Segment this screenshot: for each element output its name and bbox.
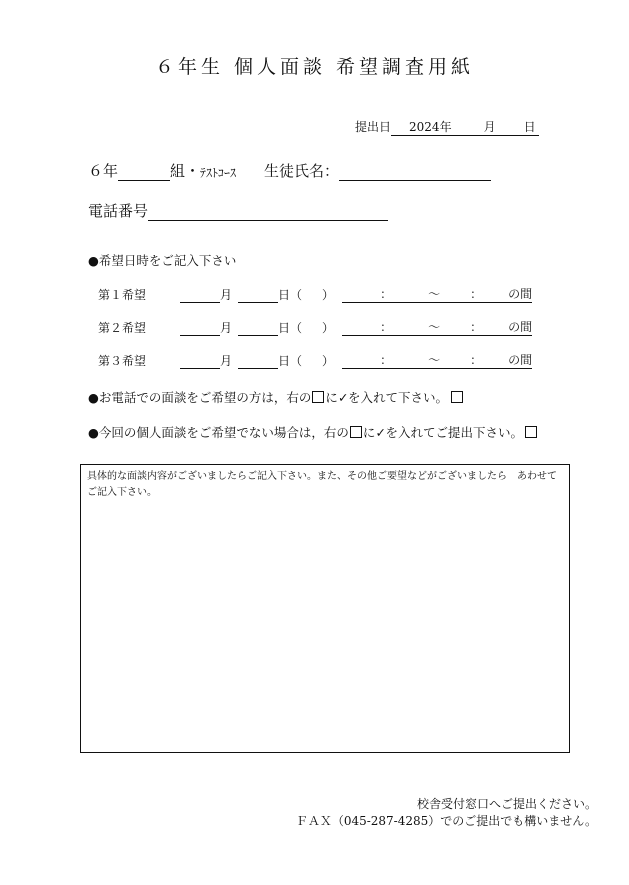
preferred-row-2: 第２希望 月 日 （ ） ： ～ ： の間 bbox=[98, 320, 533, 335]
preferred-label: 第３希望 bbox=[98, 354, 147, 368]
between-label: の間 bbox=[508, 320, 533, 334]
submit-date-field[interactable]: 2024年 月 日 bbox=[391, 118, 539, 136]
square-icon bbox=[350, 426, 362, 438]
checkmark-icon: ✓ bbox=[375, 425, 386, 440]
phone-row bbox=[88, 200, 388, 221]
square-icon bbox=[312, 391, 324, 403]
between-label: の間 bbox=[508, 353, 533, 367]
preferred-label: 第２希望 bbox=[98, 321, 147, 335]
student-name-label: 生徒氏名： bbox=[264, 162, 340, 180]
phone-label: 電話番号 bbox=[88, 202, 149, 220]
skip-interview-checkbox[interactable] bbox=[525, 426, 537, 438]
class-field[interactable] bbox=[118, 164, 170, 181]
time-range-field[interactable]: ： ～ ： bbox=[342, 285, 508, 303]
footer-submit-note: 校舎受付窓口へご提出ください。 bbox=[416, 797, 597, 811]
between-label: の間 bbox=[508, 287, 533, 301]
day-field[interactable] bbox=[238, 321, 278, 336]
time-range-field[interactable]: ： ～ ： bbox=[342, 318, 508, 336]
footer-fax-note: ＦＡＸ（045-287-4285）でのご提出でも構いません。 bbox=[295, 814, 597, 828]
course-label: ﾃｽﾄｺｰｽ bbox=[200, 166, 237, 180]
time-range-field[interactable]: ： ～ ： bbox=[342, 351, 508, 369]
phone-interview-option: ●お電話での面談をご希望の方は，右の に✓を入れて下さい。 bbox=[88, 388, 464, 406]
checkmark-icon: ✓ bbox=[337, 390, 349, 405]
day-field[interactable] bbox=[238, 288, 278, 303]
preferred-row-3: 第３希望 月 日 （ ） ： ～ ： の間 bbox=[98, 353, 533, 368]
grade-label: ６年 bbox=[88, 162, 119, 180]
day-field[interactable] bbox=[238, 354, 278, 369]
student-name-field[interactable] bbox=[339, 164, 491, 181]
kumi-label: 組・ bbox=[170, 162, 201, 180]
class-name-row bbox=[88, 160, 491, 181]
remarks-box[interactable] bbox=[80, 464, 570, 753]
month-field[interactable] bbox=[180, 288, 220, 303]
preferred-heading: ●希望日時をご記入下さい bbox=[88, 253, 237, 268]
phone-field[interactable] bbox=[148, 204, 388, 221]
month-field[interactable] bbox=[180, 321, 220, 336]
phone-interview-checkbox[interactable] bbox=[451, 391, 463, 403]
preferred-row-1: 第１希望 月 日 （ ） ： ～ ： の間 bbox=[98, 287, 533, 302]
page-title: ６年生 個人面談 希望調査用紙 bbox=[154, 56, 475, 78]
remarks-instructions: 具体的な面談内容がございましたらご記入下さい。また、その他ご要望などがございましたら あわせてご記入下さい。 bbox=[87, 471, 557, 498]
submit-date-label: 提出日 bbox=[355, 120, 392, 134]
submit-date bbox=[355, 118, 539, 136]
skip-interview-option: ●今回の個人面談をご希望でない場合は，右の に✓を入れてご提出下さい。 bbox=[88, 423, 538, 441]
preferred-label: 第１希望 bbox=[98, 288, 147, 302]
month-field[interactable] bbox=[180, 354, 220, 369]
